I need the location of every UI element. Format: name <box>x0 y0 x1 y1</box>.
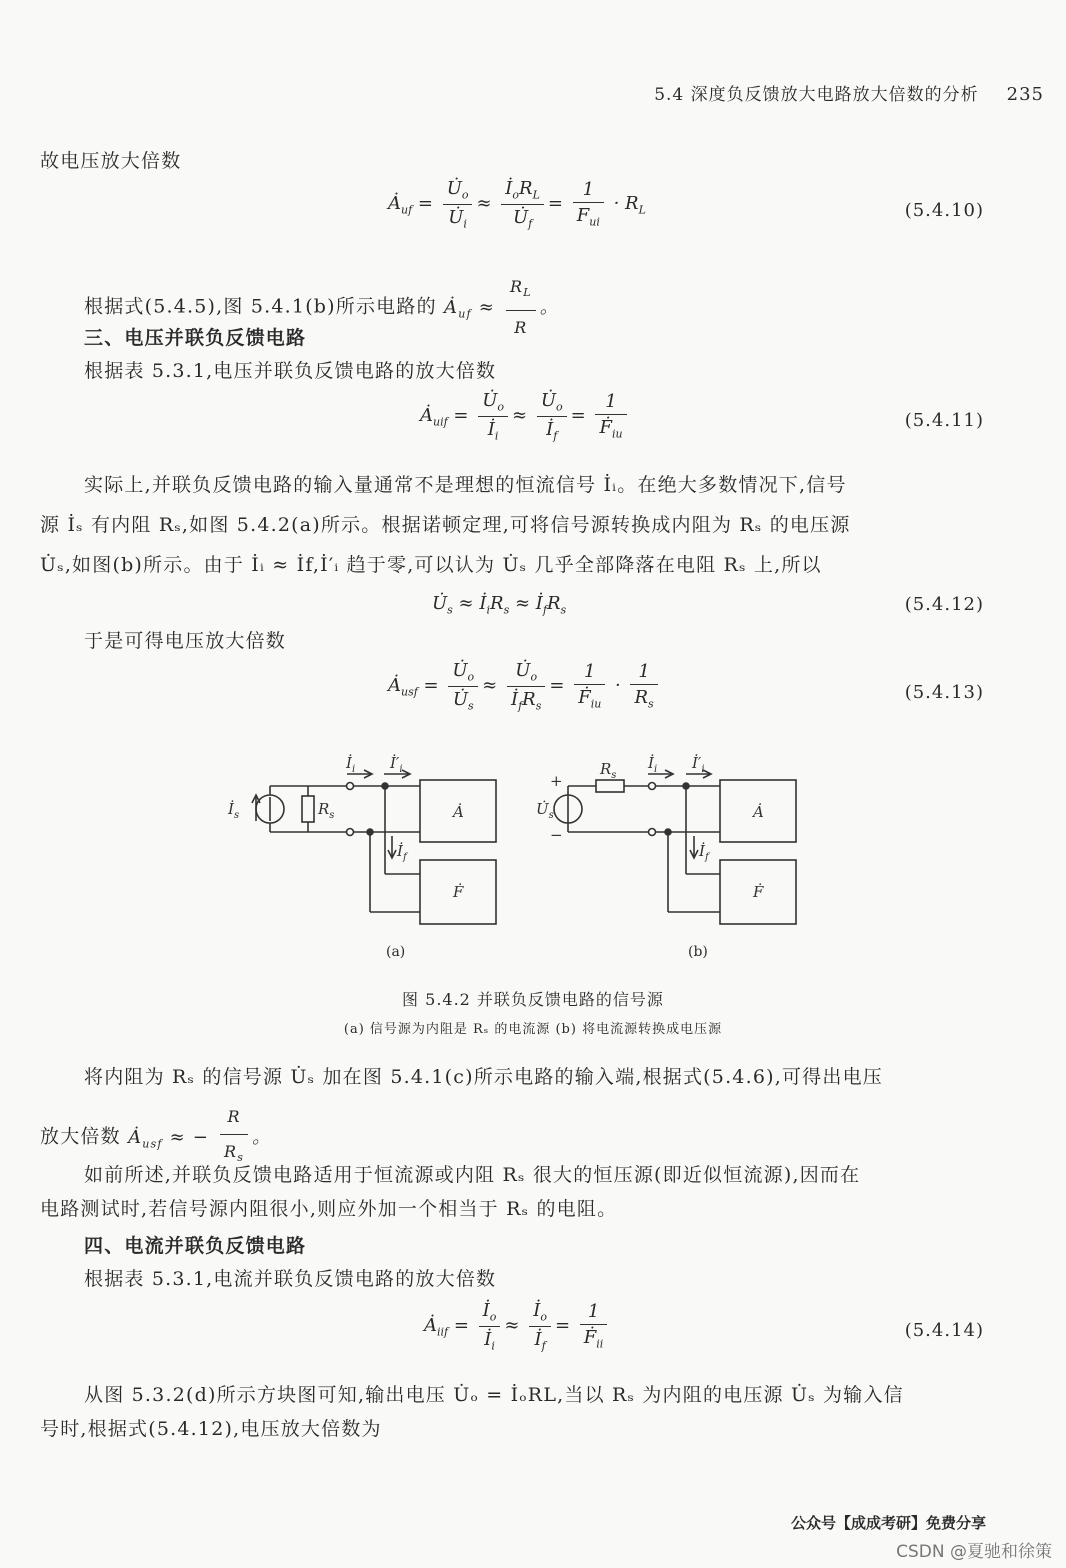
section-heading: 三、电压并联负反馈电路 <box>84 327 307 349</box>
text-segment: 根据式(5.4.5),图 5.4.1(b)所示电路的 <box>84 295 437 318</box>
circuit-a-labels <box>227 754 464 901</box>
label-A: Ȧ <box>753 803 764 821</box>
text-line: 实际上,并联负反馈电路的输入量通常不是理想的恒流信号 İᵢ。在绝大多数情况下,信号 <box>84 474 847 496</box>
text-line: U̇ₛ,如图(b)所示。由于 İᵢ ≈ İf,İ′ᵢ 趋于零,可以认为 U̇ₛ 几乎全部降落在电阻 Rₛ 上,所以 <box>40 554 822 576</box>
text-line: 号时,根据式(5.4.12),电压放大倍数为 <box>40 1418 382 1440</box>
equation-number: (5.4.12) <box>904 594 984 615</box>
footer-share: 公众号【成成考研】免费分享 <box>790 1514 986 1532</box>
text-line: 从图 5.3.2(d)所示方块图可知,输出电压 U̇ₒ = İₒRL,当以 Rₛ 为内阻的电压源 U̇ₛ 为输入信 <box>84 1384 904 1406</box>
text-line: 于是可得电压放大倍数 <box>84 630 287 652</box>
text-line: 源 İₛ 有内阻 Rₛ,如图 5.4.2(a)所示。根据诺顿定理,可将信号源转换成内阻为 Rₛ 的电压源 <box>40 514 851 536</box>
label-rs: $R_s$ <box>318 800 335 821</box>
text-line: 根据表 5.3.1,电流并联负反馈电路的放大倍数 <box>84 1268 497 1290</box>
label-F: Ḟ <box>453 883 464 901</box>
text-line: 根据式(5.4.5),图 5.4.1(b)所示电路的 $Ȧ_{uf}$ ≈ $\frac{R_L}{R}$ 。 <box>84 272 559 343</box>
label-ii: $İ_i$ <box>648 754 658 775</box>
text-line: 电路测试时,若信号源内阻很小,则应外加一个相当于 Rₛ 的电阻。 <box>40 1198 618 1220</box>
equation-5-4-12: $U̇_s$ ≈ $İ_iR_s$ ≈ $İ_fR_s$ <box>432 593 567 617</box>
figure-label-b: (b) <box>688 944 708 960</box>
label-us: $U̇_s$ <box>536 800 554 821</box>
equation-number: (5.4.10) <box>904 200 984 221</box>
label-A: Ȧ <box>453 803 464 821</box>
text-line: 故电压放大倍数 <box>40 150 182 172</box>
text-line: 将内阻为 Rₛ 的信号源 U̇ₛ 加在图 5.4.1(c)所示电路的输入端,根据式(5.4.6),可得出电压 <box>84 1066 883 1088</box>
text-line: 放大倍数 $Ȧ_{usf}$ ≈ − $\frac{R}{R_s}$ 。 <box>40 1102 271 1173</box>
label-if: $İ_f$ <box>397 842 407 863</box>
label-ii-prime: $İ'_i$ <box>390 754 403 775</box>
label-is: $İ_s$ <box>228 800 240 821</box>
figure-label-a: (a) <box>386 944 406 960</box>
watermark: CSDN @夏驰和徐策 <box>896 1542 1052 1562</box>
label-minus: − <box>550 826 563 844</box>
equation-5-4-13: $Ȧ_{usf}$ = $\frac{U̇_o}{U̇_s}$ ≈ $\frac{U̇_o}{İ_fR_s}$ = $\frac{1}{Ḟ_{iu}}$ · $\frac{1}{R_s}$ <box>388 660 662 712</box>
text-line: 如前所述,并联负反馈电路适用于恒流源或内阻 Rₛ 很大的恒压源(即近似恒流源),因而在 <box>84 1164 861 1186</box>
running-header <box>654 80 1044 105</box>
equation-5-4-10: $Ȧ_{uf}$ = $\frac{U̇_o}{U̇_i}$ ≈ $\frac{İ_oR_L}{U̇_f}$ = $\frac{1}{F_{ui}}$ · $R_L$ <box>388 178 646 231</box>
text-segment: 放大倍数 <box>40 1125 121 1148</box>
circuit-b-labels <box>536 754 764 901</box>
label-ii-prime: $İ'_i$ <box>692 754 705 775</box>
text-line: 根据表 5.3.1,电压并联负反馈电路的放大倍数 <box>84 360 497 382</box>
page-number: 235 <box>1006 84 1044 105</box>
equation-number: (5.4.13) <box>904 682 984 703</box>
label-if: $İ_f$ <box>699 842 709 863</box>
circuit-figure <box>0 740 1066 970</box>
label-plus: + <box>550 772 563 790</box>
figure-subcaption: (a) 信号源为内阻是 Rₛ 的电流源 (b) 将电流源转换成电压源 <box>343 1022 723 1037</box>
equation-number: (5.4.11) <box>904 410 984 431</box>
label-ii: $İ_i$ <box>346 754 356 775</box>
equation-5-4-14: $Ȧ_{iif}$ = $\frac{İ_o}{İ_i}$ ≈ $\frac{İ_o}{İ_f}$ = $\frac{1}{Ḟ_{ii}}$ <box>424 1300 611 1352</box>
equation-number: (5.4.14) <box>904 1320 984 1341</box>
label-rs: $R_s$ <box>600 760 617 781</box>
figure-caption: 图 5.4.2 并联负反馈电路的信号源 <box>402 990 664 1009</box>
section-title: 5.4 深度负反馈放大电路放大倍数的分析 <box>654 85 979 105</box>
label-F: Ḟ <box>753 883 764 901</box>
equation-5-4-11: $Ȧ_{uif}$ = $\frac{U̇_o}{İ_i}$ ≈ $\frac{U̇_o}{İ_f}$ = $\frac{1}{Ḟ_{iu}}$ <box>420 390 631 442</box>
section-heading: 四、电流并联负反馈电路 <box>84 1235 307 1257</box>
